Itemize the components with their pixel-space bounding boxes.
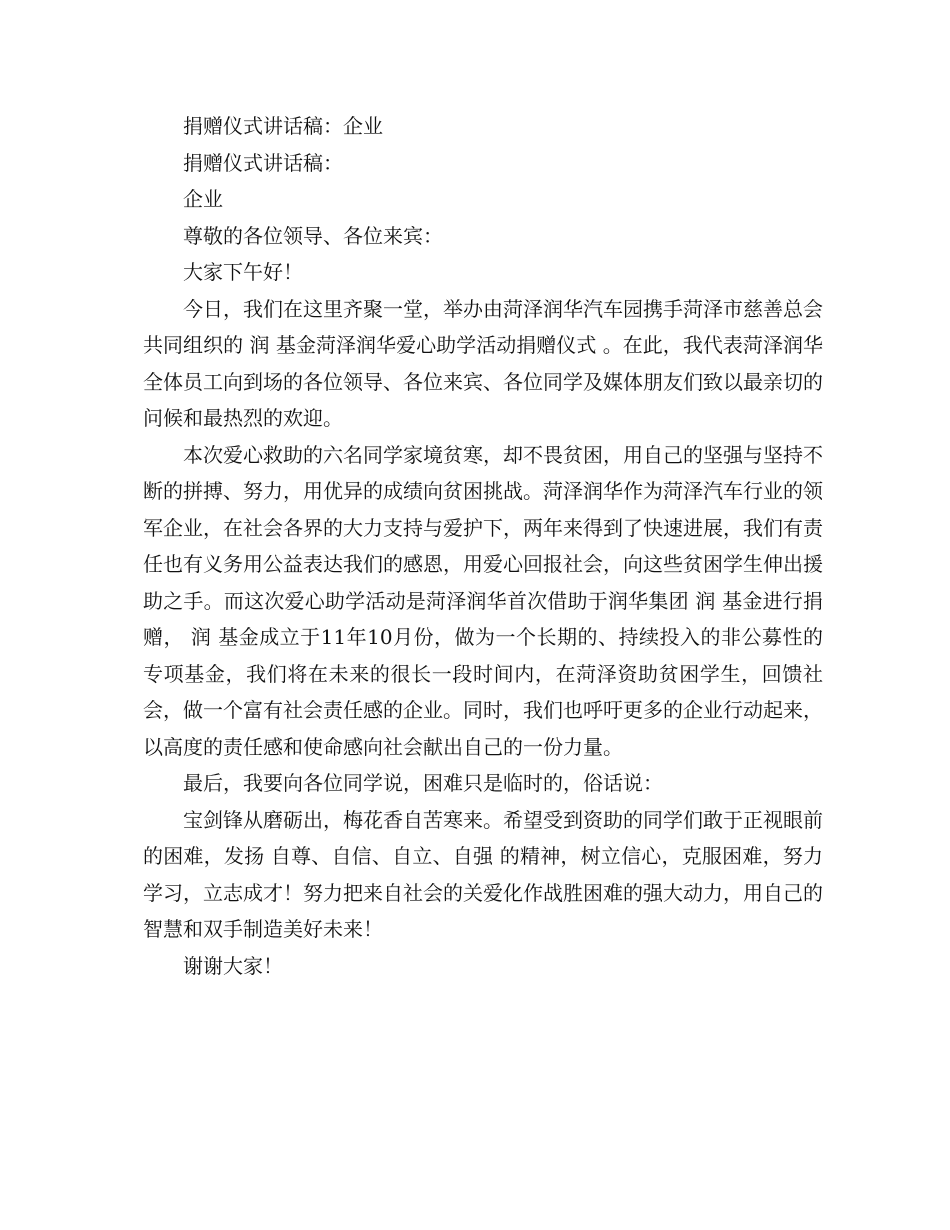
paragraph-title-repeat: 捐赠仪式讲话稿： xyxy=(183,150,343,175)
document-body xyxy=(143,108,823,984)
paragraph-closing: 谢谢大家！ xyxy=(183,953,283,978)
paragraph-message: 宝剑锋从磨砺出，梅花香自苦寒来。希望受到资助的同学们敢于正视眼前的困难，发扬 自尊、自信、自立、自强 的精神，树立信心，克服困难，努力学习，立志成才！努力把来自社会的关爱化作战胜困难的强大动力，用自己的智慧和双手制造美好未来！ xyxy=(143,807,823,941)
paragraph-body: 本次爱心救助的六名同学家境贫寒，却不畏贫困，用自己的坚强与坚持不断的拼搏、努力，用优异的成绩向贫困挑战。菏泽润华作为菏泽汽车行业的领军企业，在社会各界的大力支持与爱护下，两年来得到了快速进展，我们有责任也有义务用公益表达我们的感恩，用爱心回报社会，向这些贫困学生伸出援助之手。而这次爱心助学活动是菏泽润华首次借助于润华集团 润 基金进行捐赠， 润 基金成立于11年10月份，做为一个长期的、持续投入的非公募性的专项基金，我们将在未来的很长一段时间内，在菏泽资助贫困学生，回馈社会，做一个富有社会责任感的企业。同时，我们也呼吁更多的企业行动起来，以高度的责任感和使命感向社会献出自己的一份力量。 xyxy=(143,442,823,759)
paragraph-title: 捐赠仪式讲话稿：企业 xyxy=(183,114,383,138)
paragraph-subtitle: 企业 xyxy=(183,187,223,211)
paragraph-message-intro: 最后，我要向各位同学说，困难只是临时的，俗话说： xyxy=(183,771,663,795)
paragraph-greeting: 大家下午好！ xyxy=(183,260,303,284)
paragraph-opening: 今日，我们在这里齐聚一堂，举办由菏泽润华汽车园携手菏泽市慈善总会共同组织的 润 基金菏泽润华爱心助学活动捐赠仪式 。在此，我代表菏泽润华全体员工向到场的各位领导、各位来宾、各位同学及媒体朋友们致以最亲切的问候和最热烈的欢迎。 xyxy=(143,296,823,430)
paragraph-salutation: 尊敬的各位领导、各位来宾： xyxy=(183,223,443,248)
